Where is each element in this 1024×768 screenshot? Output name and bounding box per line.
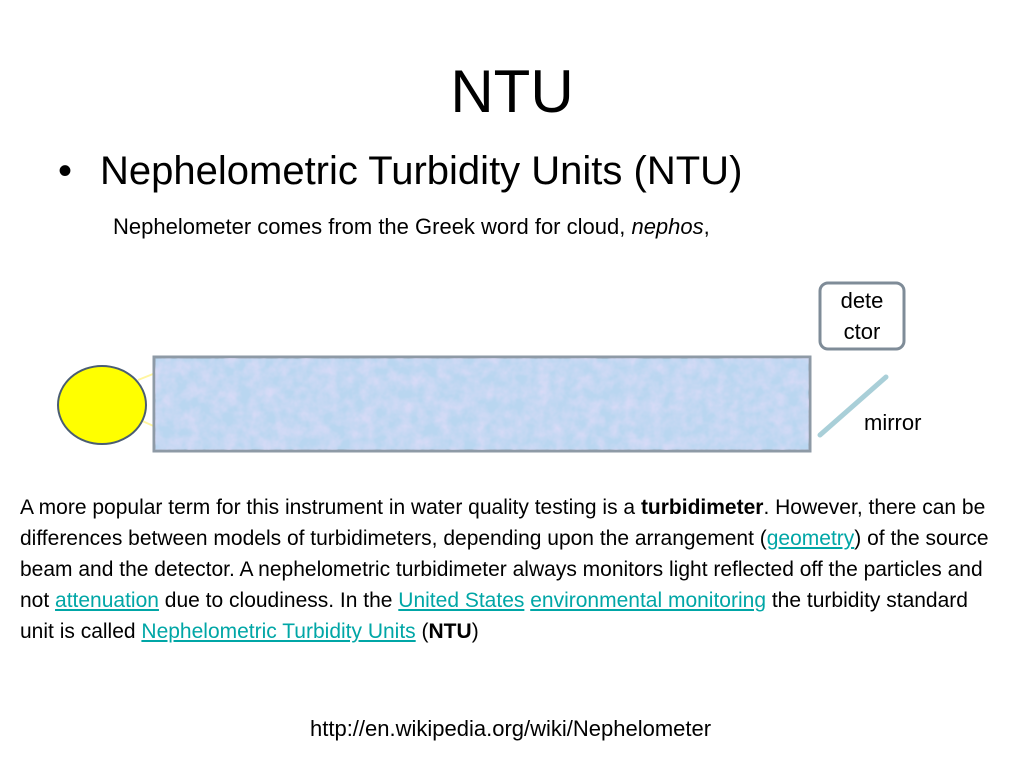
geometry-link[interactable]: geometry xyxy=(766,527,855,550)
term-ntu: NTU xyxy=(428,620,472,643)
bullet-text: Nephelometric Turbidity Units (NTU) xyxy=(100,149,743,193)
etymology-note xyxy=(113,212,710,242)
nephelometric-turbidity-units-link[interactable]: Nephelometric Turbidity Units xyxy=(141,620,416,643)
etymology-comma: , xyxy=(703,214,710,239)
paragraph-text: A more popular term for this instrument in water quality testing is a xyxy=(20,496,641,519)
light-source xyxy=(58,366,146,444)
bullet-marker: • xyxy=(58,149,73,193)
source-url: http://en.wikipedia.org/wiki/Nephelometer xyxy=(310,716,712,741)
paragraph-text: ) of the source beam and the detector. A nephelometric turbidimeter always monitors light reflected off the particles and not xyxy=(20,527,989,612)
attenuation-link[interactable]: attenuation xyxy=(55,589,159,612)
paragraph-text: ( xyxy=(415,620,429,643)
paragraph-text: ) xyxy=(471,620,479,643)
environmental-monitoring-link[interactable]: environmental monitoring xyxy=(530,589,767,612)
sample-cell-texture xyxy=(155,358,809,450)
bullet-item xyxy=(58,146,742,196)
etymology-text: Nephelometer comes from the Greek word for cloud, xyxy=(113,214,632,239)
mirror-label: mirror xyxy=(864,410,922,435)
detector-label-line1: dete xyxy=(840,288,884,313)
term-turbidimeter: turbidimeter xyxy=(640,496,764,519)
etymology-greek-word: nephos xyxy=(631,214,704,239)
nephelometer-diagram xyxy=(0,270,1024,470)
description-paragraph xyxy=(20,492,1005,647)
paragraph-text: . However, there can be differences between models of turbidimeters, depending upon the arrangement ( xyxy=(20,496,986,550)
slide-title: NTU xyxy=(450,58,574,125)
united-states-link[interactable]: United States xyxy=(398,589,525,612)
paragraph-text: due to cloudiness. In the xyxy=(158,589,399,612)
detector-label-line2: ctor xyxy=(843,319,881,344)
paragraph-text: the turbidity standard unit is called xyxy=(20,589,968,643)
